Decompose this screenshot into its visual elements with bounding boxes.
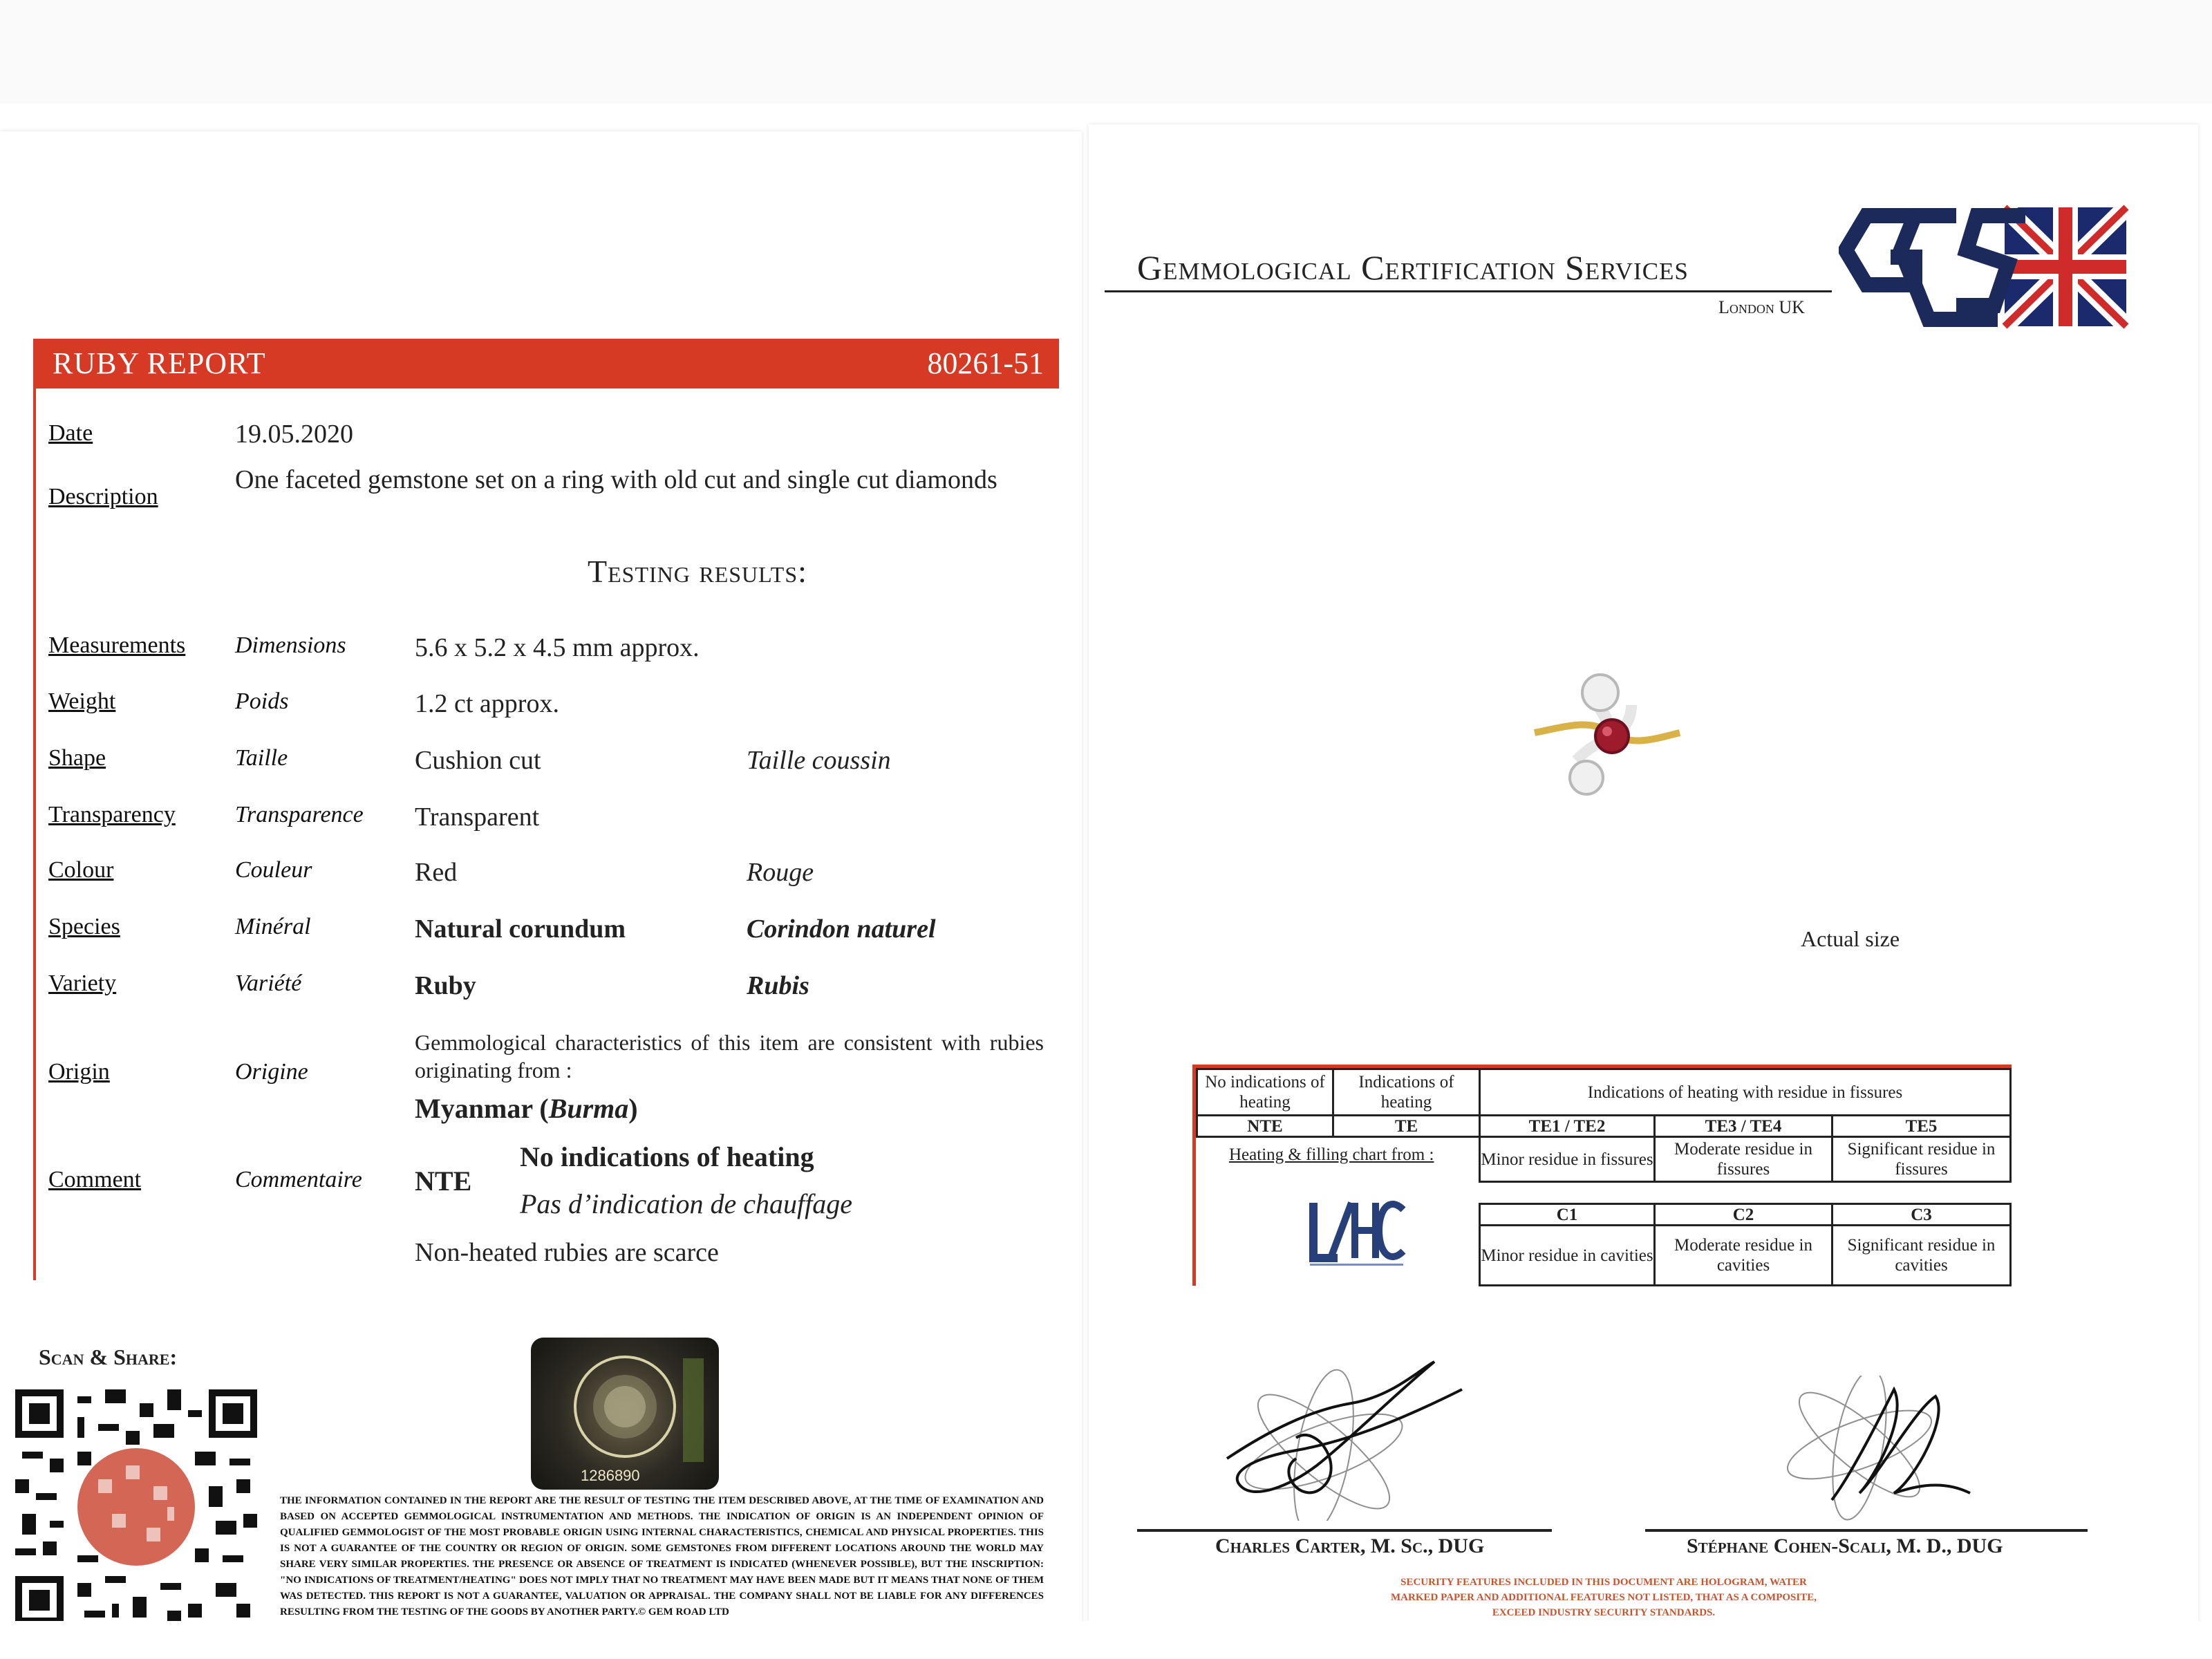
actual-size-label: Actual size: [1801, 926, 1900, 951]
chart-c3: C3: [1831, 1203, 2012, 1226]
variety-fr: Variété: [235, 971, 302, 996]
species-label: Species: [48, 914, 120, 939]
weight-label: Weight: [48, 688, 116, 714]
scan-share-title: Scan & Share:: [39, 1344, 178, 1369]
transparency-value: Transparent: [415, 803, 540, 832]
date-value: 19.05.2020: [235, 420, 353, 449]
gcs-logo-icon: [1839, 202, 2129, 330]
colour-value: Red: [415, 858, 458, 887]
chart-c1: C1: [1479, 1203, 1656, 1226]
report-title: RUBY REPORT: [53, 346, 266, 380]
chart-te34: TE3 / TE4: [1653, 1114, 1833, 1138]
chart-no-heat-header: No indications of heating: [1196, 1068, 1334, 1116]
testing-results-title: Testing results:: [588, 554, 807, 589]
comment-code: NTE: [415, 1165, 472, 1197]
ring-image: [1528, 664, 1687, 809]
chart-residue-title: Indications of heating with residue in fissures: [1479, 1068, 2012, 1116]
disclaimer-text: THE INFORMATION CONTAINED IN THE REPORT ARE THE RESULT OF TESTING THE ITEM DESCRIBED ABOVE, AT THE TIME OF EXAMINATION AND BASED ON ACCEPTED GEMMOLOGICAL INSTRUMENTATION AND METHODS. THE INDICATION OF ORIGIN IS AN INDEPENDENT OPINION OF QUALIFIED GEMMOLOGIST OF THE MOST PROBABLE ORIGIN USING INTERNAL CHARACTERISTICS, CHEMICAL AND PHYSICAL PROPERTIES. THIS IS NOT A GUARANTEE OF THE COUNTRY OR REGION OF ORIGIN. SOME GEMSTONES FROM DIFFERENT LOCATIONS AROUND THE WORLD MAY SHARE VERY SIMILAR PROPERTIES. THE PRESENCE OR ABSENCE OF TREATMENT IS INDICATED (WHENEVER POSSIBLE), BUT THE INSCRIPTION: "NO INDICATIONS OF TREATMENT/HEATING" DOES NOT IMPLY THAT NO TREATMENT MAY HAVE BEEN MADE BUT IT MEANS THAT NONE OF THEM WAS DETECTED. THIS REPORT IS NOT A GUARANTEE, VALUATION OR APPRAISAL. THE COMPANY SHALL NOT BE LIABLE FOR ANY DIFFERENCES RESULTING FROM THE TESTING OF THE GOODS BY ANOTHER PARTY.© GEM ROAD LTD: [280, 1495, 1044, 1618]
variety-label: Variety: [48, 971, 117, 996]
description-value: One faceted gemstone set on a ring with old cut and single cut diamonds: [235, 465, 997, 494]
hologram-number: 1286890: [581, 1467, 640, 1484]
description-label: Description: [48, 484, 158, 509]
measurements-value: 5.6 x 5.2 x 4.5 mm approx.: [415, 633, 700, 662]
chart-te12-desc: Minor residue in fissures: [1479, 1136, 1656, 1183]
chart-c1-desc: Minor residue in cavities: [1479, 1224, 1656, 1286]
chart-te12: TE1 / TE2: [1479, 1114, 1656, 1138]
company-name: Gemmological Certification Services: [1137, 248, 1689, 287]
transparency-label: Transparency: [48, 802, 176, 827]
origin-country-alt: Burma: [548, 1093, 629, 1124]
chart-nte: NTE: [1196, 1114, 1334, 1138]
header-rule: [1105, 290, 1832, 292]
colour-label: Colour: [48, 857, 114, 883]
chart-source-link[interactable]: Heating & filling chart from :: [1229, 1145, 1434, 1164]
measurements-label: Measurements: [48, 632, 186, 658]
signature-right-rule: [1645, 1529, 2088, 1532]
species-value: Natural corundum: [415, 915, 626, 944]
weight-fr: Poids: [235, 688, 289, 714]
shape-value-fr: Taille coussin: [747, 746, 891, 775]
qr-code[interactable]: [15, 1389, 257, 1624]
bottom-margin: [0, 1621, 2212, 1659]
date-label: Date: [48, 420, 93, 446]
chart-te: TE: [1332, 1114, 1481, 1138]
chart-c3-desc: Significant residue in cavities: [1831, 1224, 2012, 1286]
origin-country-name: Myanmar: [415, 1093, 533, 1124]
origin-fr: Origine: [235, 1059, 308, 1085]
colour-fr: Couleur: [235, 857, 312, 883]
colour-value-fr: Rouge: [747, 858, 814, 887]
measurements-fr: Dimensions: [235, 632, 346, 658]
signature-left-image: [1213, 1355, 1476, 1521]
shape-fr: Taille: [235, 745, 288, 771]
chart-c2-desc: Moderate residue in cavities: [1653, 1224, 1833, 1286]
comment-fr: Pas d’indication de chauffage: [520, 1188, 853, 1219]
chart-heat-header: Indications of heating: [1332, 1068, 1481, 1116]
transparency-fr: Transparence: [235, 802, 364, 827]
shape-value: Cushion cut: [415, 746, 541, 775]
report-header: [33, 339, 1059, 388]
origin-label: Origin: [48, 1059, 110, 1085]
species-fr: Minéral: [235, 914, 311, 939]
shape-label: Shape: [48, 745, 106, 771]
lfhc-logo-icon: [1300, 1196, 1410, 1272]
comment-fr-label: Commentaire: [235, 1167, 362, 1192]
signature-left-rule: [1137, 1529, 1552, 1532]
chart-c2: C2: [1653, 1203, 1833, 1226]
variety-value-fr: Rubis: [747, 971, 809, 1000]
security-note: SECURITY FEATURES INCLUDED IN THIS DOCUMENT ARE HOLOGRAM, WATER MARKED PAPER AND ADDITIONAL FEATURES NOT LISTED, THAT AS A COMPOSITE, EXCEED INDUSTRY SECURITY STANDARDS.: [1391, 1577, 1817, 1618]
species-value-fr: Corindon naturel: [747, 915, 936, 944]
signatory-right: Stéphane Cohen-Scali, M. D., DUG: [1687, 1535, 2003, 1557]
signature-right-image: [1777, 1376, 1984, 1521]
origin-text: Gemmological characteristics of this item are consistent with rubies originating from :: [415, 1030, 1044, 1082]
chart-te5: TE5: [1831, 1114, 2012, 1138]
signatory-left: Charles Carter, M. Sc., DUG: [1215, 1535, 1485, 1557]
weight-value: 1.2 ct approx.: [415, 689, 559, 718]
comment-note: Non-heated rubies are scarce: [415, 1238, 719, 1267]
company-location: London UK: [1718, 297, 1805, 317]
variety-value: Ruby: [415, 971, 476, 1000]
comment-en: No indications of heating: [520, 1141, 814, 1172]
top-background: [0, 0, 2212, 104]
report-number: 80261-51: [927, 346, 1044, 380]
chart-te5-desc: Significant residue in fissures: [1831, 1136, 2012, 1183]
chart-te34-desc: Moderate residue in fissures: [1653, 1136, 1833, 1183]
origin-country: Myanmar (Burma): [415, 1093, 638, 1124]
comment-label: Comment: [48, 1167, 142, 1192]
